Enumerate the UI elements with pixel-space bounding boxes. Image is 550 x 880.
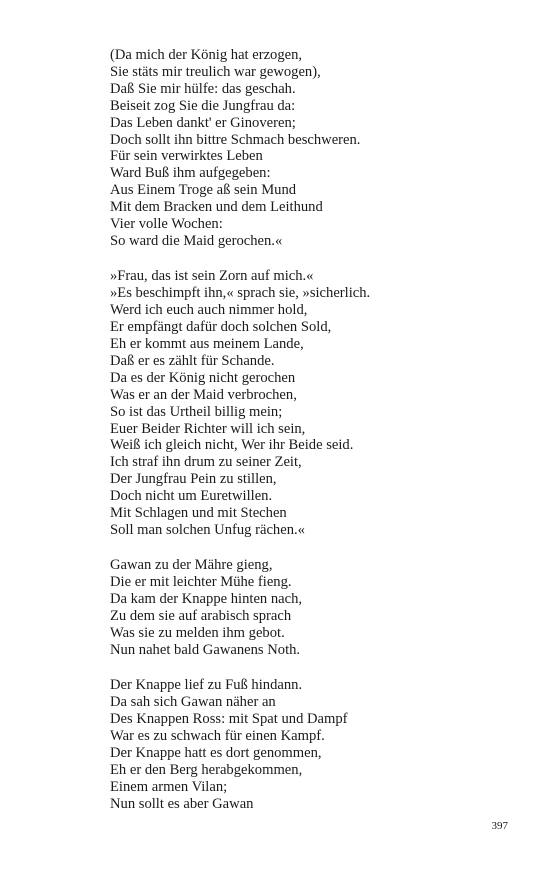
verse-line: Nun nahet bald Gawanens Noth. [110, 641, 301, 658]
verse-line: Da kam der Knappe hinten nach, [110, 591, 303, 608]
verse-line: Der Jungfrau Pein zu stillen, [110, 471, 277, 488]
verse-line: Des Knappen Ross: mit Spat und Dampf [110, 711, 348, 728]
verse-line: »Frau, das ist sein Zorn auf mich.« [110, 268, 314, 285]
verse-line: So ward die Maid gerochen.« [110, 232, 283, 249]
verse-line: Vier volle Wochen: [110, 216, 223, 233]
verse-line: Einem armen Vilan; [110, 778, 228, 795]
verse-line: Eh er kommt aus meinem Lande, [110, 336, 304, 352]
verse-line: Nun sollt es aber Gawan [110, 795, 254, 812]
stanza [110, 677, 510, 812]
verse-line: Sie stäts mir treulich war gewogen), [110, 63, 321, 80]
verse-line: (Da mich der König hat erzogen, [110, 47, 303, 63]
verse-line: Mit dem Bracken und dem Leithund [110, 199, 323, 216]
verse-line: Aus Einem Troge aß sein Mund [110, 182, 297, 199]
verse-line: Zu dem sie auf arabisch sprach [110, 608, 292, 625]
verse-line: Eh er den Berg herabgekommen, [110, 761, 303, 778]
stanza [110, 557, 510, 658]
verse-line: Für sein verwirktes Leben [110, 148, 263, 165]
verse-line: Das Leben dankt' er Ginoveren; [110, 114, 296, 131]
verse-line: Werd ich euch auch nimmer hold, [110, 302, 308, 319]
verse-line: Doch nicht um Euretwillen. [110, 488, 273, 505]
verse-line: Euer Beider Richter will ich sein, [110, 420, 306, 437]
verse-line: Weiß ich gleich nicht, Wer ihr Beide seid. [110, 437, 354, 454]
verse-line: Da sah sich Gawan näher an [110, 694, 276, 711]
verse-line: Er empfängt dafür doch solchen Sold, [110, 319, 332, 336]
verse-line: Die er mit leichter Mühe fieng. [110, 574, 292, 591]
verse-line: »Es beschimpft ihn,« sprach sie, »sicherlich. [110, 285, 371, 302]
verse-line: Ich straf ihn drum zu seiner Zeit, [110, 454, 302, 471]
page-number: 397 [491, 820, 508, 832]
verse-line: Daß Sie mir hülfe: das geschah. [110, 80, 296, 97]
verse-line: Gawan zu der Mähre gieng, [110, 557, 273, 574]
verse-line: Daß er es zählt für Schande. [110, 352, 275, 369]
verse-line: War es zu schwach für einen Kampf. [110, 728, 325, 745]
verse-line: Beiseit zog Sie die Jungfrau da: [110, 97, 296, 114]
verse-line: Der Knappe hatt es dort genommen, [110, 744, 322, 761]
verse-line: Was er an der Maid verbrochen, [110, 386, 297, 403]
verse-line: Ward Buß ihm aufgegeben: [110, 165, 271, 182]
verse-line: Soll man solchen Unfug rächen.« [110, 521, 305, 538]
verse-line: So ist das Urtheil billig mein; [110, 403, 283, 420]
verse-line: Da es der König nicht gerochen [110, 369, 296, 386]
verse-line: Mit Schlagen und mit Stechen [110, 505, 287, 522]
stanza [110, 268, 510, 539]
verse-line: Doch sollt ihn bittre Schmach beschweren. [110, 131, 361, 148]
verse-line: Der Knappe lief zu Fuß hindann. [110, 677, 303, 694]
poem-text [110, 47, 510, 831]
verse-line: Was sie zu melden ihm gebot. [110, 625, 285, 641]
stanza [110, 47, 510, 250]
